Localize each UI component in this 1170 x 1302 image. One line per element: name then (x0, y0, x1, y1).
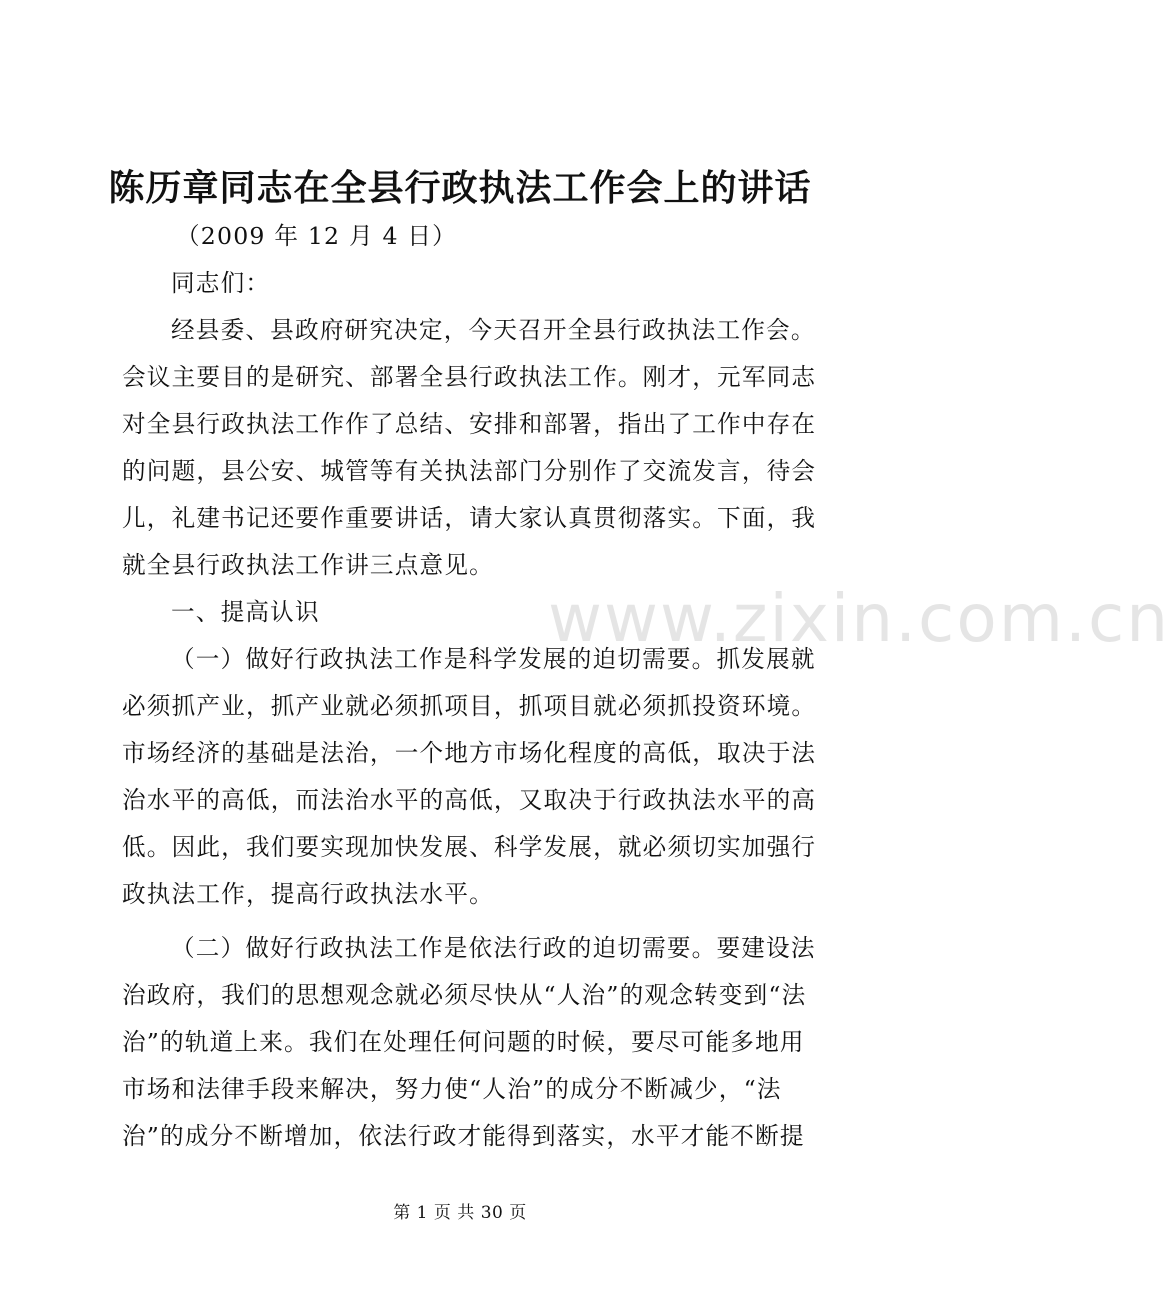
paragraph-line: 会议主要目的是研究、部署全县行政执法工作。刚才，元军同志 (122, 363, 817, 391)
paragraph-line: （二）做好行政执法工作是依法行政的迫切需要。要建设法 (171, 934, 816, 962)
paragraph-line: 对全县行政执法工作作了总结、安排和部署，指出了工作中存在 (122, 410, 817, 438)
paragraph-line: 治”的轨道上来。我们在处理任何问题的时候，要尽可能多地用 (122, 1028, 805, 1056)
page-footer: 第 1 页 共 30 页 (393, 1203, 527, 1223)
paragraph-line: 必须抓产业，抓产业就必须抓项目，抓项目就必须抓投资环境。 (122, 692, 817, 720)
paragraph-1 (122, 307, 822, 589)
paragraph-line: 治政府，我们的思想观念就必须尽快从“人治”的观念转变到“法 (122, 981, 807, 1009)
salutation: 同志们： (171, 269, 271, 297)
paragraph-line: 的问题，县公安、城管等有关执法部门分别作了交流发言，待会 (122, 457, 817, 485)
paragraph-line: （一）做好行政执法工作是科学发展的迫切需要。抓发展就 (171, 645, 816, 673)
paragraph-line: 经县委、县政府研究决定，今天召开全县行政执法工作会。 (171, 316, 816, 344)
paragraph-line: 儿，礼建书记还要作重要讲话，请大家认真贯彻落实。下面，我 (122, 504, 817, 532)
paragraph-line: 治”的成分不断增加，依法行政才能得到落实，水平才能不断提 (122, 1122, 805, 1150)
watermark: www.zixin.com.cn (548, 580, 1170, 657)
paragraph-line: 市场经济的基础是法治，一个地方市场化程度的高低，取决于法 (122, 739, 817, 767)
paragraph-line: 就全县行政执法工作讲三点意见。 (122, 551, 494, 579)
document-body (122, 213, 822, 1160)
document-title: 陈历章同志在全县行政执法工作会上的讲话 (108, 167, 812, 209)
paragraph-line: 市场和法律手段来解决，努力使“人治”的成分不断减少，“法 (122, 1075, 782, 1103)
paragraph-line: 治水平的高低，而法治水平的高低，又取决于行政执法水平的高 (122, 786, 817, 814)
paragraph-line: 低。因此，我们要实现加快发展、科学发展，就必须切实加强行 (122, 833, 817, 861)
date-line: （2009 年 12 月 4 日） (176, 222, 457, 250)
section-heading: 一、提高认识 (171, 598, 320, 626)
paragraph-3 (122, 925, 822, 1160)
paragraph-line: 政执法工作，提高行政执法水平。 (122, 880, 494, 908)
paragraph-2 (122, 636, 822, 918)
